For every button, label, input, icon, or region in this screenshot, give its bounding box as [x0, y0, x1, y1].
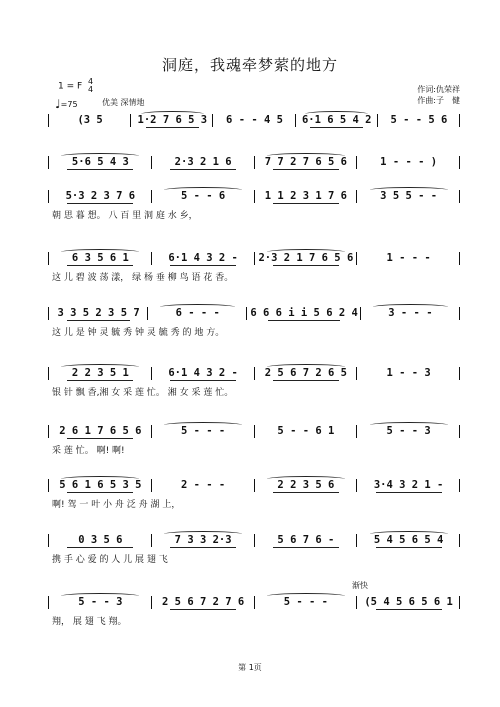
beam-underline: [67, 438, 133, 439]
measure-notes: 1 - - - ): [380, 156, 438, 168]
notation-row: [48, 110, 460, 130]
measure-notes: 5 6 7 6 -: [277, 534, 335, 546]
measure: [49, 475, 152, 495]
notation-row: [48, 475, 460, 495]
slur-mark: [141, 111, 203, 117]
beam-underline: [67, 265, 133, 266]
measure-notes: 2 6 1 7 6 5 6: [59, 425, 142, 437]
measure-notes: 1 - - 3: [386, 367, 431, 379]
measure: [255, 186, 358, 206]
beam-underline: [273, 169, 339, 170]
measure: [152, 530, 255, 550]
notation-row: [48, 186, 460, 206]
measure-notes: 7 7 2 7 6 5 6: [264, 156, 347, 168]
measure-notes: 5 - - 5 6: [390, 114, 448, 126]
measure-notes: 6·1 6 5 4 2: [301, 114, 372, 126]
composer-credit: 作曲:子 健: [417, 96, 460, 105]
measure: [49, 110, 131, 130]
notation-row: [48, 530, 460, 550]
notation-row: [48, 303, 460, 323]
beam-underline: [67, 203, 133, 204]
expression-marking: 优美 深情地: [102, 98, 145, 107]
slur-mark: [370, 422, 448, 428]
measure: [361, 303, 460, 323]
measure: [247, 303, 360, 323]
slur-mark: [164, 187, 242, 193]
beam-underline: [170, 609, 236, 610]
slur-mark: [160, 304, 235, 310]
measure: [255, 592, 358, 612]
measure: [152, 592, 255, 612]
measure: [49, 248, 152, 268]
measure: [152, 152, 255, 172]
slur-mark: [267, 476, 345, 482]
measure-notes: 2 5 6 7 2 7 6: [162, 596, 245, 608]
beam-underline: [273, 265, 339, 266]
slur-mark: [267, 593, 345, 599]
measure-notes: 5 - - 3: [78, 596, 123, 608]
measure: [357, 248, 460, 268]
beam-underline: [376, 609, 442, 610]
time-signature: [88, 78, 93, 94]
measure-notes: 2 2 3 5 1: [71, 367, 129, 379]
tempo-marking: [55, 97, 78, 111]
measure: [49, 530, 152, 550]
lyrics-line: 这 儿 碧 波 荡 漾， 绿 杨 垂 柳 鸟 语 花 香。: [52, 273, 234, 283]
measure-notes: 5 - - 6 1: [277, 425, 335, 437]
measure: [357, 152, 460, 172]
beam-underline: [170, 265, 236, 266]
slur-mark: [61, 249, 139, 255]
notation-row: [48, 592, 460, 612]
measure: [131, 110, 213, 130]
time-top: 4: [88, 77, 94, 86]
beam-underline: [273, 547, 339, 548]
lyrics-line: 这 儿 是 钟 灵 毓 秀 钟 灵 毓 秀 的 地 方。: [52, 328, 225, 338]
page-number: 第 1页: [238, 663, 262, 672]
beam-underline: [170, 169, 236, 170]
measure-notes: 6·1 4 3 2 -: [168, 367, 238, 379]
measure-notes: 0 3 5 6: [78, 534, 123, 546]
beam-underline: [376, 492, 442, 493]
quarter-note-icon: ♩: [55, 97, 61, 111]
beam-underline: [268, 320, 341, 321]
beam-underline: [146, 127, 199, 128]
measure: [357, 530, 460, 550]
measure: [357, 592, 460, 612]
measure-notes: 3 3 5 2 3 5 7: [57, 307, 140, 319]
measure: [49, 421, 152, 441]
lyrics-line: 翔， 展 翅 飞 翔。: [52, 617, 127, 627]
measure-notes: 6 - - 4 5: [226, 114, 283, 126]
lyrics-line: 啊! 驾 一 叶 小 舟 泛 舟 湖 上，: [52, 500, 181, 510]
measure-notes: 2 2 3 5 6: [277, 479, 335, 491]
slur-mark: [370, 187, 448, 193]
measure: [255, 475, 358, 495]
measure: [357, 363, 460, 383]
slur-mark: [267, 364, 345, 370]
measure-notes: 5 - - 3: [386, 425, 431, 437]
lyrics-line: 采 莲 忙。 啊! 啊!: [52, 446, 125, 456]
beam-underline: [273, 492, 339, 493]
measure: [49, 186, 152, 206]
measure: [357, 475, 460, 495]
measure: [255, 152, 358, 172]
measure-notes: 5·3 2 3 7 6: [65, 190, 136, 202]
slur-mark: [61, 153, 139, 159]
measure-notes: 6 3 5 6 1: [71, 252, 129, 264]
measure: [148, 303, 247, 323]
measure: [152, 186, 255, 206]
lyrics-line: 朝 思 暮 想。 八 百 里 洞 庭 水 乡，: [52, 211, 198, 221]
slur-mark: [370, 531, 448, 537]
credits: [417, 84, 460, 106]
measure-notes: (3 5: [77, 114, 103, 126]
beam-underline: [310, 127, 363, 128]
beam-underline: [273, 380, 339, 381]
measure-notes: 3·4 3 2 1 -: [373, 479, 444, 491]
slur-mark: [164, 531, 242, 537]
lyrics-line: 银 针 飘 香,湘 女 采 莲 忙。 湘 女 采 莲 忙。: [52, 388, 234, 398]
measure-notes: 5 - - -: [283, 596, 328, 608]
notation-row: [48, 363, 460, 383]
measure-notes: 7 3 3 2·3: [174, 534, 232, 546]
measure-notes: 3 5 5 - -: [380, 190, 438, 202]
measure: [152, 421, 255, 441]
accel-marking: 渐快: [352, 581, 368, 590]
measure: [255, 421, 358, 441]
measure: [255, 530, 358, 550]
measure: [49, 152, 152, 172]
beam-underline: [170, 547, 236, 548]
time-bottom: 4: [88, 85, 94, 94]
measure-notes: 2 - - -: [180, 479, 226, 491]
slur-mark: [267, 153, 345, 159]
song-title: 洞庭，我魂牵梦萦的地方: [161, 56, 338, 74]
measure: [152, 475, 255, 495]
measure: [152, 363, 255, 383]
measure-notes: 1 - - -: [386, 252, 431, 264]
slur-mark: [305, 111, 367, 117]
measure: [152, 248, 255, 268]
lyricist-credit: 作词:仇荣祥: [417, 85, 460, 94]
measure: [296, 110, 378, 130]
slur-mark: [267, 249, 345, 255]
beam-underline: [67, 492, 133, 493]
measure: [357, 186, 460, 206]
measure-notes: 5 6 1 6 5 3 5: [59, 479, 142, 491]
beam-underline: [67, 547, 133, 548]
measure: [49, 303, 148, 323]
measure-notes: 6 6 6 i i 5 6 2 4: [250, 307, 358, 319]
measure-notes: 3 - - -: [388, 307, 433, 319]
measure: [49, 592, 152, 612]
beam-underline: [67, 320, 130, 321]
measure: [378, 110, 460, 130]
tempo-value: =75: [60, 100, 78, 109]
measure-notes: 6 - - -: [175, 307, 220, 319]
measure-notes: 1 1 2 3 1 7 6: [264, 190, 347, 202]
measure-notes: 2·3 2 1 6: [174, 156, 232, 168]
key-label: 1 = F: [58, 81, 83, 92]
measure-notes: 2 5 6 7 2 6 5: [264, 367, 347, 379]
measure-notes: 1·2 7 6 5 3: [137, 114, 208, 126]
measure-notes: 6·1 4 3 2 -: [168, 252, 238, 264]
measure: [357, 421, 460, 441]
notation-row: [48, 248, 460, 268]
measure-notes: 5 4 5 6 5 4: [373, 534, 444, 546]
slur-mark: [373, 304, 448, 310]
beam-underline: [273, 203, 339, 204]
notation-row: [48, 421, 460, 441]
measure: [255, 363, 358, 383]
slur-mark: [164, 422, 242, 428]
notation-row: [48, 152, 460, 172]
beam-underline: [67, 169, 133, 170]
measure-notes: (5 4 5 6 5 6 1: [364, 596, 453, 608]
slur-mark: [61, 364, 139, 370]
key-signature: [58, 78, 93, 94]
lyrics-line: 携 手 心 爱 的 人 儿 展 翅 飞: [52, 555, 168, 565]
beam-underline: [376, 547, 442, 548]
measure-notes: 5 - - 6: [180, 190, 226, 202]
measure-notes: 5 - - -: [180, 425, 226, 437]
measure: [49, 363, 152, 383]
beam-underline: [170, 380, 236, 381]
measure: [255, 248, 358, 268]
measure-notes: 5·6 5 4 3: [71, 156, 129, 168]
measure: [213, 110, 295, 130]
measure-notes: 2·3 2 1 7 6 5 6: [258, 252, 354, 264]
slur-mark: [61, 476, 139, 482]
slur-mark: [61, 593, 139, 599]
beam-underline: [67, 380, 133, 381]
